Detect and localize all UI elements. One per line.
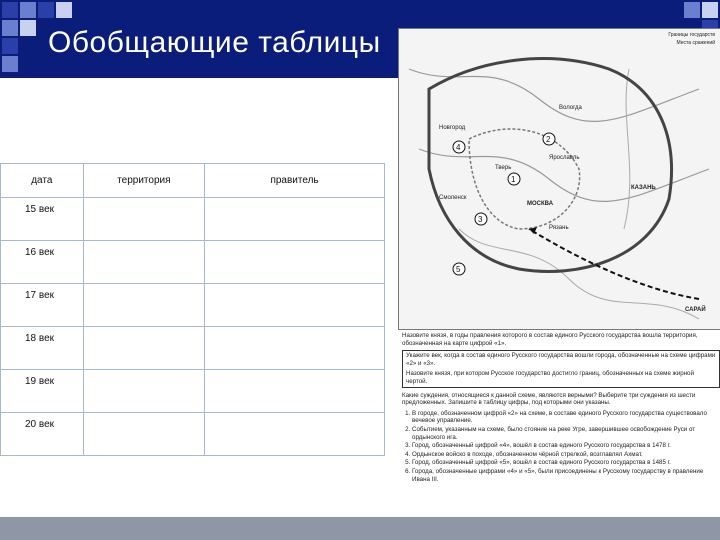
table-row xyxy=(1,370,385,413)
map-legend xyxy=(668,31,715,47)
cell-ruler xyxy=(205,284,385,327)
map-marker: 2 xyxy=(546,135,551,144)
map-city-label: МОСКВА xyxy=(527,201,554,207)
cell-date: 20 век xyxy=(1,413,84,456)
cell-date: 16 век xyxy=(1,241,84,284)
footer-bar xyxy=(0,517,720,540)
map-city-label: Рязань xyxy=(549,225,569,231)
question-2: Укажите век, когда в состав единого Русского государства вошли города, обозначенные на схеме цифрами «2» и «3». xyxy=(406,352,716,367)
cell-territory xyxy=(83,327,204,370)
list-item: 4. Ордынское войско в походе, обозначенном чёрной стрелкой, возглавлял Ахмат. xyxy=(412,451,720,459)
table-header-row xyxy=(1,164,385,198)
cell-date: 18 век xyxy=(1,327,84,370)
table-row xyxy=(1,413,385,456)
list-item: 2. Событием, указанным на схеме, было стояние на реке Угре, завершившее освобождение Руси от ордынского ига. xyxy=(412,426,720,441)
assignment-text xyxy=(402,332,720,484)
slide-title: Обобщающие таблицы xyxy=(48,26,381,59)
header-date: дата xyxy=(1,164,84,198)
cell-territory xyxy=(83,284,204,327)
map-marker: 3 xyxy=(478,215,483,224)
map-city-label: Тверь xyxy=(495,165,512,171)
map-marker: 1 xyxy=(511,175,516,184)
cell-date: 15 век xyxy=(1,198,84,241)
cell-ruler xyxy=(205,413,385,456)
cell-date: 17 век xyxy=(1,284,84,327)
list-item: 3. Город, обозначенный цифрой «4», вошёл в состав единого Русского государства в 1478 г. xyxy=(412,442,720,450)
header-ruler: правитель xyxy=(205,164,385,198)
cell-territory xyxy=(83,413,204,456)
table-row xyxy=(1,241,385,284)
map-city-label: Вологда xyxy=(559,105,582,111)
map-city-label: Новгород xyxy=(439,125,466,131)
map-city-label: САРАЙ xyxy=(685,307,706,313)
question-box xyxy=(402,350,720,387)
cell-ruler xyxy=(205,198,385,241)
map-drawing xyxy=(399,29,720,329)
statement-list xyxy=(402,410,720,483)
question-3: Назовите князя, при котором Русское государство достигло границ, обозначенных на схеме жирной чертой. xyxy=(406,370,694,385)
map-marker: 4 xyxy=(456,143,461,152)
map-marker: 5 xyxy=(456,265,461,274)
legend-item: Места сражений xyxy=(676,40,715,46)
task-intro: Какие суждения, относящиеся к данной схеме, являются верными? Выберите три суждения из шести предложенных. Запишите в таблицу цифры, под которыми они указаны. xyxy=(402,391,696,407)
list-item: 5. Город, обозначенный цифрой «5», вошёл в состав единого Русского государства в 1485 г. xyxy=(412,459,720,467)
list-item: 6. Города, обозначенные цифрами «4» и «5», были присоединены к Русскому государству в правление Ивана III. xyxy=(412,468,720,483)
legend-item: Границы государств xyxy=(668,32,715,38)
cell-ruler xyxy=(205,327,385,370)
question-1: Назовите князя, в годы правления которого в состав единого Русского государства вошла территория, обозначенная на карте цифрой «1». xyxy=(402,332,698,347)
cell-territory xyxy=(83,198,204,241)
table-row xyxy=(1,284,385,327)
cell-ruler xyxy=(205,241,385,284)
map-city-label: Смоленск xyxy=(439,195,467,201)
cell-territory xyxy=(83,241,204,284)
historical-map xyxy=(398,28,720,330)
cell-ruler xyxy=(205,370,385,413)
map-city-label: КАЗАНЬ xyxy=(631,185,656,191)
cell-territory xyxy=(83,370,204,413)
summary-table xyxy=(0,163,385,456)
cell-date: 19 век xyxy=(1,370,84,413)
map-city-label: Ярославль xyxy=(549,155,580,161)
table-row xyxy=(1,198,385,241)
header-territory: территория xyxy=(83,164,204,198)
list-item: 1. В городе, обозначенном цифрой «2» на схеме, в составе единого Русского государства существовало вечевое управление. xyxy=(412,410,720,425)
table-row xyxy=(1,327,385,370)
